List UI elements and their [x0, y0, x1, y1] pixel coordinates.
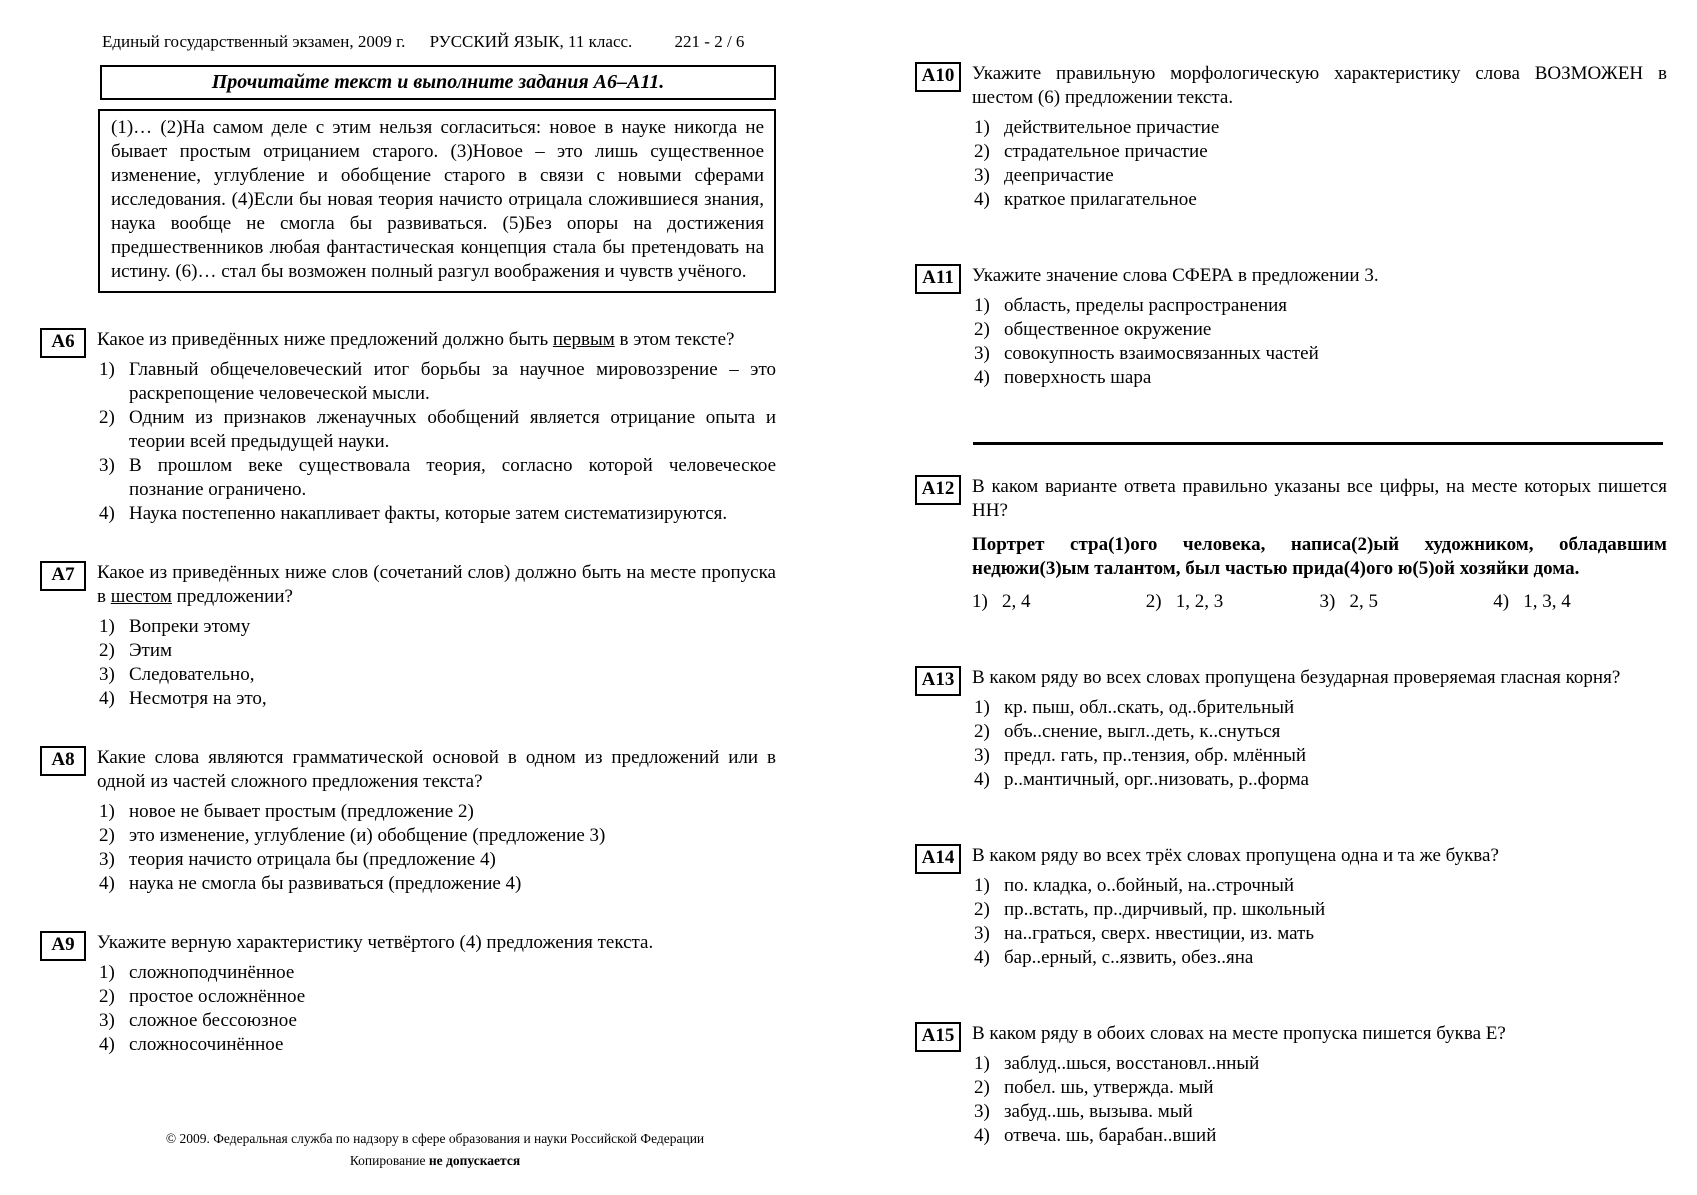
question-text: Укажите верную характеристику четвёртого (4) предложения текста. [97, 932, 654, 953]
option-text: 2, 5 [1349, 591, 1378, 612]
option [1320, 590, 1494, 614]
option-text: по. кладка, о..бойный, на..строчный [1004, 875, 1295, 896]
option-number: 4) [99, 688, 115, 709]
header-subject: РУССКИЙ ЯЗЫК, 11 класс. [429, 32, 633, 51]
option-number: 1) [974, 697, 990, 718]
option [974, 898, 1667, 922]
option-text: Наука постепенно накапливает факты, которые затем систематизируются. [129, 503, 728, 524]
option-number: 3) [974, 1101, 990, 1122]
option-number: 3) [974, 165, 990, 186]
option [99, 615, 776, 639]
options-list [972, 874, 1667, 970]
question-label: А13 [915, 666, 961, 696]
footer-copyright: © 2009. Федеральная служба по надзору в сфере образования и науки Российской Федерации [165, 1131, 705, 1146]
option-text: 1, 2, 3 [1175, 591, 1224, 612]
question-a12 [915, 475, 1667, 614]
option [1493, 590, 1667, 614]
option-text: сложное бессоюзное [129, 1010, 297, 1031]
option-number: 3) [99, 455, 115, 476]
question-label: А10 [915, 62, 961, 92]
section-divider [973, 442, 1663, 445]
option [974, 188, 1667, 212]
question-text: В каком ряду во всех словах пропущена безударная проверяемая гласная корня? [972, 667, 1621, 688]
options-list [972, 116, 1667, 212]
option-text: область, пределы распространения [1004, 295, 1288, 316]
question-text: В каком варианте ответа правильно указаны все цифры, на месте которых пишется НН? [972, 476, 1667, 521]
options-list [97, 961, 776, 1057]
right-column [915, 0, 1667, 1148]
option-text: Этим [129, 640, 173, 661]
option-number: 4) [974, 769, 990, 790]
option-text: побел. шь, утвержда. мый [1004, 1077, 1214, 1098]
option [974, 1124, 1667, 1148]
question-label: А8 [40, 746, 86, 776]
option-number: 3) [974, 343, 990, 364]
option-number: 2) [974, 899, 990, 920]
option-number: 3) [99, 1010, 115, 1031]
option-number: 2) [974, 1077, 990, 1098]
option-text: 2, 4 [1002, 591, 1031, 612]
option-text: Одним из признаков лженаучных обобщений является отрицание опыта и теории всей предыдущей науки. [129, 407, 776, 452]
option-text: поверхность шара [1004, 367, 1152, 388]
option-number: 3) [99, 664, 115, 685]
question-a6 [40, 328, 776, 526]
option-text: бар..ерный, с..язвить, обез..яна [1004, 947, 1254, 968]
option-text: В прошлом веке существовала теория, согласно которой человеческое познание ограничено. [129, 455, 776, 500]
option [974, 720, 1667, 744]
option-text: общественное окружение [1004, 319, 1212, 340]
option [974, 946, 1667, 970]
header-page-code: 221 - 2 / 6 [674, 32, 745, 51]
question-a14 [915, 844, 1667, 970]
option-number: 4) [99, 503, 115, 524]
option-text: кр. пыш, обл..скать, од..брительный [1004, 697, 1295, 718]
option [99, 824, 776, 848]
option-text: совокупность взаимосвязанных частей [1004, 343, 1319, 364]
question-text: В каком ряду во всех трёх словах пропущена одна и та же буква? [972, 845, 1499, 866]
question-label: А15 [915, 1022, 961, 1052]
option [974, 696, 1667, 720]
left-column [40, 0, 776, 1057]
option-number: 2) [974, 721, 990, 742]
question-text: Какое из приведённых ниже предложений должно быть первым в этом тексте? [97, 329, 735, 350]
option [99, 848, 776, 872]
option [99, 800, 776, 824]
options-list [97, 800, 776, 896]
option-number: 2) [99, 986, 115, 1007]
option-text: 1, 3, 4 [1523, 591, 1571, 612]
option-number: 1) [974, 295, 990, 316]
option [99, 961, 776, 985]
option-number: 3) [974, 745, 990, 766]
option-number: 3) [99, 849, 115, 870]
option-text: заблуд..шься, восстановл..нный [1004, 1053, 1260, 1074]
option-text: забуд..шь, вызыва. мый [1004, 1101, 1193, 1122]
passage-box: (1)… (2)На самом деле с этим нельзя согласиться: новое в науке никогда не бывает простым отрицанием старого. (3)Новое – это лишь существенное изменение, углубление и обобщение старого в связи с новыми сферами исследования. (4)Если бы новая теория начисто отрицала сложившиеся знания, наука вообще не смогла бы развиваться. (5)Без опоры на достижения предшественников любая фантастическая концепция стала бы претендовать на истину. (6)… стал бы возможен полный разгул воображения и чувств учёного. [98, 109, 776, 293]
question-a9 [40, 931, 776, 1057]
option [1146, 590, 1320, 614]
option-text: пр..встать, пр..дирчивый, пр. школьный [1004, 899, 1326, 920]
option [974, 1076, 1667, 1100]
option [974, 922, 1667, 946]
question-label: А9 [40, 931, 86, 961]
option-text: страдательное причастие [1004, 141, 1208, 162]
option [99, 1009, 776, 1033]
option-number: 3) [1319, 591, 1336, 612]
option-text: действительное причастие [1004, 117, 1220, 138]
option-number: 2) [99, 640, 115, 661]
option-number: 4) [974, 189, 990, 210]
question-a11 [915, 264, 1667, 390]
option-text: деепричастие [1004, 165, 1114, 186]
instruction-box: Прочитайте текст и выполните задания А6–А11. [100, 65, 776, 100]
option-number: 1) [974, 1053, 990, 1074]
option [974, 116, 1667, 140]
option [974, 140, 1667, 164]
option [99, 1033, 776, 1057]
option-text: Вопреки этому [129, 616, 251, 637]
question-text: В каком ряду в обоих словах на месте пропуска пишется буква Е? [972, 1023, 1506, 1044]
option [99, 639, 776, 663]
option-number: 2) [1145, 591, 1162, 612]
task-sentence: Портрет стра(1)ого человека, написа(2)ый художником, обладавшим недюжи(3)ым талантом, был частью прида(4)ого ю(5)ой хозяйки дома. [972, 534, 1667, 579]
question-text: Какое из приведённых ниже слов (сочетаний слов) должно быть на месте пропуска в шестом предложении? [97, 562, 776, 607]
option-number: 1) [99, 359, 115, 380]
question-label: А7 [40, 561, 86, 591]
question-a13 [915, 666, 1667, 792]
option-number: 4) [1493, 591, 1510, 612]
option-number: 4) [974, 947, 990, 968]
option-text: Несмотря на это, [129, 688, 267, 709]
question-label: А12 [915, 475, 961, 505]
option-text: теория начисто отрицала бы (предложение 4) [129, 849, 496, 870]
option [99, 872, 776, 896]
option [974, 768, 1667, 792]
question-a15 [915, 1022, 1667, 1148]
option-text: простое осложнённое [129, 986, 306, 1007]
option-text: предл. гать, пр..тензия, обр. млённый [1004, 745, 1307, 766]
option-number: 2) [974, 319, 990, 340]
question-text: Укажите значение слова СФЕРА в предложении 3. [972, 265, 1379, 286]
option-number: 1) [99, 616, 115, 637]
option-text: на..граться, сверх. нвестиции, из. мать [1004, 923, 1315, 944]
option-text: отвеча. шь, барабан..вший [1004, 1125, 1217, 1146]
option-text: р..мантичный, орг..низовать, р..форма [1004, 769, 1309, 790]
option-number: 1) [974, 117, 990, 138]
option [99, 358, 776, 406]
option-text: Главный общечеловеческий итог борьбы за научное мировоззрение – это раскрепощение человеческой мысли. [129, 359, 776, 404]
question-text: Какие слова являются грамматической основой в одном из предложений или в одной из частей сложного предложения текста? [97, 747, 776, 792]
option-number: 4) [974, 367, 990, 388]
page-header [102, 30, 776, 54]
header-exam-title: Единый государственный экзамен, 2009 г. [102, 32, 406, 51]
option [99, 985, 776, 1009]
option-text: объ..снение, выгл..деть, к..снуться [1004, 721, 1281, 742]
question-a10 [915, 62, 1667, 212]
option-text: сложносочинённое [129, 1034, 284, 1055]
options-list [97, 358, 776, 526]
option-text: это изменение, углубление (и) обобщение (предложение 3) [129, 825, 606, 846]
option-text: сложноподчинённое [129, 962, 295, 983]
option [974, 1052, 1667, 1076]
option-number: 3) [974, 923, 990, 944]
options-list [972, 294, 1667, 390]
option [974, 874, 1667, 898]
options-list [972, 696, 1667, 792]
question-label: А11 [915, 264, 961, 294]
option [974, 318, 1667, 342]
option [974, 164, 1667, 188]
options-list [972, 1052, 1667, 1148]
option-number: 4) [974, 1125, 990, 1146]
option [99, 502, 776, 526]
option-number: 4) [99, 873, 115, 894]
options-row [972, 590, 1667, 614]
option-number: 4) [99, 1034, 115, 1055]
option-number: 2) [99, 825, 115, 846]
question-a7 [40, 561, 776, 711]
option-number: 1) [972, 591, 988, 612]
option [974, 1100, 1667, 1124]
option-number: 1) [99, 962, 115, 983]
option-text: краткое прилагательное [1004, 189, 1197, 210]
option [974, 342, 1667, 366]
footer-notice: Копирование не допускается [349, 1153, 521, 1168]
option [99, 454, 776, 502]
option [99, 663, 776, 687]
option-text: наука не смогла бы развиваться (предложение 4) [129, 873, 522, 894]
option-number: 1) [99, 801, 115, 822]
option [974, 744, 1667, 768]
question-text: Укажите правильную морфологическую характеристику слова ВОЗМОЖЕН в шестом (6) предложении текста. [972, 63, 1667, 108]
option-number: 2) [99, 407, 115, 428]
option [974, 366, 1667, 390]
option-number: 2) [974, 141, 990, 162]
option-number: 1) [974, 875, 990, 896]
option-text: Следовательно, [129, 664, 255, 685]
question-a8 [40, 746, 776, 896]
question-label: А14 [915, 844, 961, 874]
option [99, 406, 776, 454]
option [974, 294, 1667, 318]
option [972, 590, 1146, 614]
question-label: А6 [40, 328, 86, 358]
options-list [97, 615, 776, 711]
doc-footer [90, 1128, 780, 1172]
option-text: новое не бывает простым (предложение 2) [129, 801, 474, 822]
option [99, 687, 776, 711]
